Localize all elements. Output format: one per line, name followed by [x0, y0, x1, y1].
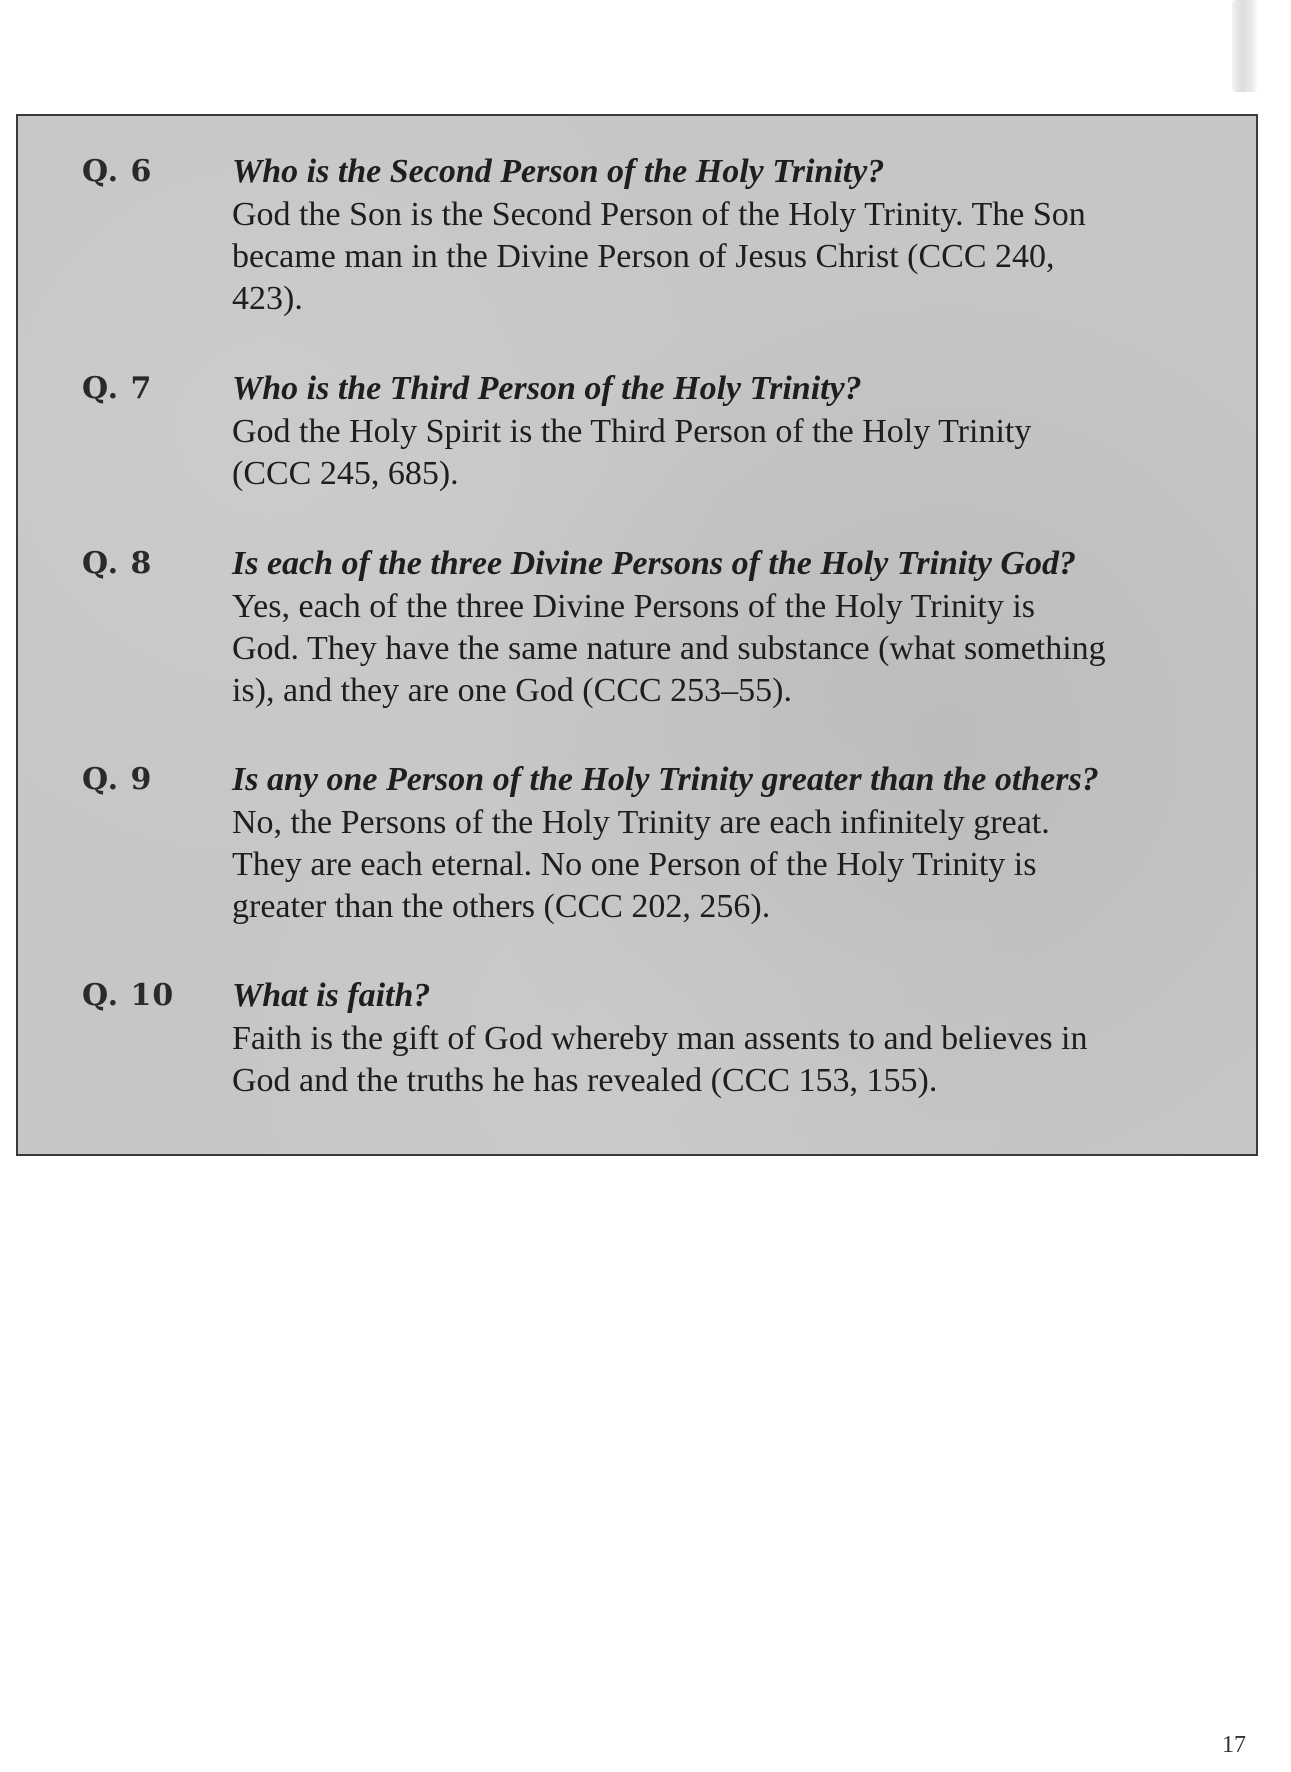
qa-text — [232, 542, 1237, 712]
answer-line: God and the truths he has revealed (CCC 153, 155). — [232, 1062, 938, 1099]
answer-text — [232, 1018, 1237, 1102]
question-text: What is faith? — [232, 977, 431, 1014]
answer-line: No, the Persons of the Holy Trinity are each infinitely great. — [232, 804, 1050, 841]
page-edge-mark — [1232, 0, 1258, 92]
answer-line: Faith is the gift of God whereby man assents to and believes in — [232, 1020, 1088, 1057]
question-number: Q. 10 — [82, 978, 175, 1013]
answer-line: (CCC 245, 685). — [232, 455, 459, 492]
answer-text — [232, 802, 1237, 928]
qa-text — [232, 974, 1237, 1102]
answer-text — [232, 586, 1237, 712]
question-text: Is each of the three Divine Persons of the Holy Trinity God? — [232, 545, 1076, 582]
answer-line: 423). — [232, 280, 303, 317]
qa-text — [232, 367, 1237, 495]
question-text: Who is the Third Person of the Holy Trinity? — [232, 370, 862, 407]
catechism-qa-box — [16, 114, 1258, 1156]
answer-text — [232, 411, 1237, 495]
answer-line: God the Holy Spirit is the Third Person of the Holy Trinity — [232, 413, 1032, 450]
answer-line: They are each eternal. No one Person of the Holy Trinity is — [232, 846, 1037, 883]
question-number: Q. 9 — [82, 762, 153, 797]
question-number: Q. 6 — [82, 154, 153, 189]
qa-text — [232, 758, 1237, 928]
answer-line: became man in the Divine Person of Jesus Christ (CCC 240, — [232, 238, 1055, 275]
question-number: Q. 7 — [82, 371, 153, 406]
answer-text — [232, 194, 1237, 320]
question-text: Is any one Person of the Holy Trinity greater than the others? — [232, 761, 1099, 798]
answer-line: Yes, each of the three Divine Persons of the Holy Trinity is — [232, 588, 1036, 625]
qa-text — [232, 150, 1237, 320]
page-number: 17 — [1222, 1732, 1246, 1758]
question-number: Q. 8 — [82, 546, 153, 581]
answer-line: God. They have the same nature and substance (what something — [232, 630, 1106, 667]
answer-line: is), and they are one God (CCC 253–55). — [232, 672, 792, 709]
answer-line: greater than the others (CCC 202, 256). — [232, 888, 771, 925]
question-text: Who is the Second Person of the Holy Trinity? — [232, 153, 885, 190]
answer-line: God the Son is the Second Person of the Holy Trinity. The Son — [232, 196, 1086, 233]
